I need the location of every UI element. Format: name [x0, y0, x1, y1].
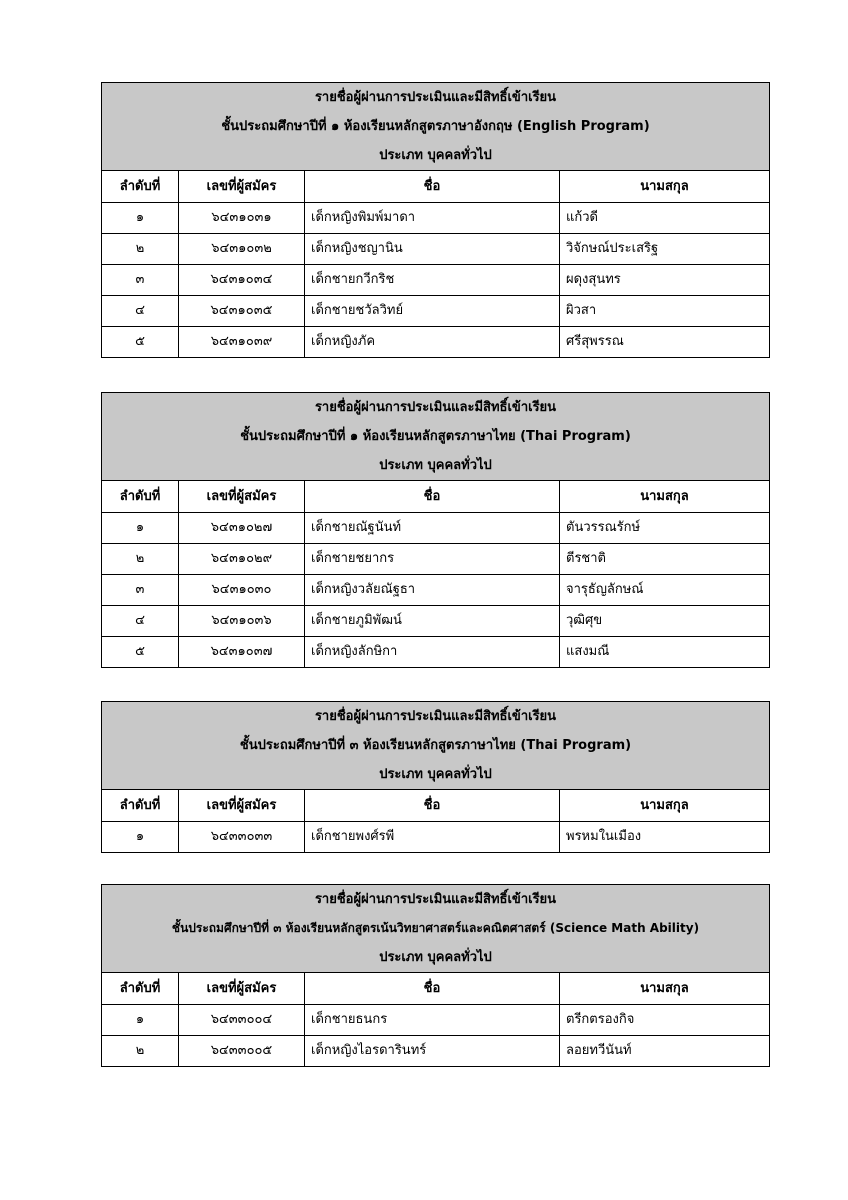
header-surname: นามสกุล	[560, 973, 770, 1005]
row-applicant-no: ๖๔๓๑๐๓๐	[179, 575, 305, 606]
table-row	[102, 544, 770, 575]
row-name: เด็กชายชยากร	[305, 544, 560, 575]
row-no: ๑	[102, 513, 179, 544]
table-title: รายชื่อผู้ผ่านการประเมินและมีสิทธิ์เข้าเรียน	[102, 393, 770, 423]
row-applicant-no: ๖๔๓๑๐๓๔	[179, 265, 305, 296]
row-surname: พรหมในเมือง	[560, 822, 770, 853]
header-applicant-no: เลขที่ผู้สมัคร	[179, 171, 305, 203]
header-surname: นามสกุล	[560, 171, 770, 203]
roster-table-ep-p1	[101, 82, 770, 358]
table-row	[102, 575, 770, 606]
table-row	[102, 234, 770, 265]
row-name: เด็กหญิงวลัยณัฐธา	[305, 575, 560, 606]
row-no: ๑	[102, 1005, 179, 1036]
row-no: ๑	[102, 822, 179, 853]
row-no: ๒	[102, 544, 179, 575]
row-no: ๓	[102, 265, 179, 296]
table-row	[102, 265, 770, 296]
row-surname: ตีรชาติ	[560, 544, 770, 575]
header-row	[102, 481, 770, 513]
table-row	[102, 1036, 770, 1067]
row-name: เด็กชายณัฐนันท์	[305, 513, 560, 544]
header-row	[102, 790, 770, 822]
row-name: เด็กชายชวัลวิทย์	[305, 296, 560, 327]
table-row	[102, 822, 770, 853]
header-name: ชื่อ	[305, 790, 560, 822]
row-name: เด็กชายภูมิพัฒน์	[305, 606, 560, 637]
row-name: เด็กชายธนกร	[305, 1005, 560, 1036]
row-no: ๑	[102, 203, 179, 234]
header-no: ลำดับที่	[102, 790, 179, 822]
roster-table-tp-p3	[101, 701, 770, 853]
row-surname: วุฒิศุข	[560, 606, 770, 637]
row-applicant-no: ๖๔๓๑๐๓๖	[179, 606, 305, 637]
row-applicant-no: ๖๔๓๑๐๓๑	[179, 203, 305, 234]
table-row	[102, 513, 770, 544]
row-no: ๓	[102, 575, 179, 606]
table-row	[102, 327, 770, 358]
row-applicant-no: ๖๔๓๓๐๐๔	[179, 1005, 305, 1036]
header-surname: นามสกุล	[560, 790, 770, 822]
row-name: เด็กหญิงพิมพ์มาดา	[305, 203, 560, 234]
row-surname: ตันวรรณรักษ์	[560, 513, 770, 544]
row-name: เด็กหญิงลักษิกา	[305, 637, 560, 668]
row-no: ๕	[102, 637, 179, 668]
row-no: ๔	[102, 606, 179, 637]
row-no: ๒	[102, 1036, 179, 1067]
row-surname: แก้วดี	[560, 203, 770, 234]
row-name: เด็กหญิงชญานิน	[305, 234, 560, 265]
row-surname: ผิวสา	[560, 296, 770, 327]
table-subtitle: ชั้นประถมศึกษาปีที่ ๓ ห้องเรียนหลักสูตรเน้นวิทยาศาสตร์และคณิตศาสตร์ (Science Math Ability)	[102, 914, 770, 943]
row-surname: จารุธัญลักษณ์	[560, 575, 770, 606]
header-name: ชื่อ	[305, 481, 560, 513]
table-title: รายชื่อผู้ผ่านการประเมินและมีสิทธิ์เข้าเรียน	[102, 83, 770, 113]
header-row	[102, 973, 770, 1005]
table-category: ประเภท บุคคลทั่วไป	[102, 760, 770, 790]
table-row	[102, 296, 770, 327]
table-row	[102, 637, 770, 668]
row-surname: ผดุงสุนทร	[560, 265, 770, 296]
row-surname: ศรีสุพรรณ	[560, 327, 770, 358]
header-applicant-no: เลขที่ผู้สมัคร	[179, 481, 305, 513]
row-name: เด็กชายพงศ์รพี	[305, 822, 560, 853]
header-applicant-no: เลขที่ผู้สมัคร	[179, 973, 305, 1005]
row-applicant-no: ๖๔๓๑๐๒๙	[179, 544, 305, 575]
table-subtitle: ชั้นประถมศึกษาปีที่ ๓ ห้องเรียนหลักสูตรภาษาไทย (Thai Program)	[102, 731, 770, 760]
row-no: ๒	[102, 234, 179, 265]
row-applicant-no: ๖๔๓๑๐๒๗	[179, 513, 305, 544]
row-surname: ตรีกตรองกิจ	[560, 1005, 770, 1036]
row-applicant-no: ๖๔๓๓๐๐๕	[179, 1036, 305, 1067]
roster-table-tp-p1	[101, 392, 770, 668]
row-applicant-no: ๖๔๓๑๐๓๙	[179, 327, 305, 358]
header-applicant-no: เลขที่ผู้สมัคร	[179, 790, 305, 822]
row-applicant-no: ๖๔๓๓๐๓๓	[179, 822, 305, 853]
row-surname: แสงมณี	[560, 637, 770, 668]
table-title: รายชื่อผู้ผ่านการประเมินและมีสิทธิ์เข้าเรียน	[102, 885, 770, 915]
header-name: ชื่อ	[305, 171, 560, 203]
row-applicant-no: ๖๔๓๑๐๓๒	[179, 234, 305, 265]
row-surname: ลอยทวีนันท์	[560, 1036, 770, 1067]
row-name: เด็กหญิงภัค	[305, 327, 560, 358]
table-row	[102, 203, 770, 234]
header-name: ชื่อ	[305, 973, 560, 1005]
table-category: ประเภท บุคคลทั่วไป	[102, 141, 770, 171]
header-no: ลำดับที่	[102, 481, 179, 513]
table-subtitle: ชั้นประถมศึกษาปีที่ ๑ ห้องเรียนหลักสูตรภาษาไทย (Thai Program)	[102, 422, 770, 451]
row-applicant-no: ๖๔๓๑๐๓๕	[179, 296, 305, 327]
table-row	[102, 1005, 770, 1036]
header-no: ลำดับที่	[102, 973, 179, 1005]
roster-table-sma-p3	[101, 884, 770, 1067]
table-subtitle: ชั้นประถมศึกษาปีที่ ๑ ห้องเรียนหลักสูตรภาษาอังกฤษ (English Program)	[102, 112, 770, 141]
row-applicant-no: ๖๔๓๑๐๓๗	[179, 637, 305, 668]
table-category: ประเภท บุคคลทั่วไป	[102, 451, 770, 481]
table-title: รายชื่อผู้ผ่านการประเมินและมีสิทธิ์เข้าเรียน	[102, 702, 770, 732]
table-row	[102, 606, 770, 637]
header-no: ลำดับที่	[102, 171, 179, 203]
row-name: เด็กหญิงไอรดารินทร์	[305, 1036, 560, 1067]
row-name: เด็กชายกวีกริช	[305, 265, 560, 296]
header-row	[102, 171, 770, 203]
row-surname: วิจักษณ์ประเสริฐ	[560, 234, 770, 265]
row-no: ๕	[102, 327, 179, 358]
table-category: ประเภท บุคคลทั่วไป	[102, 943, 770, 973]
header-surname: นามสกุล	[560, 481, 770, 513]
row-no: ๔	[102, 296, 179, 327]
